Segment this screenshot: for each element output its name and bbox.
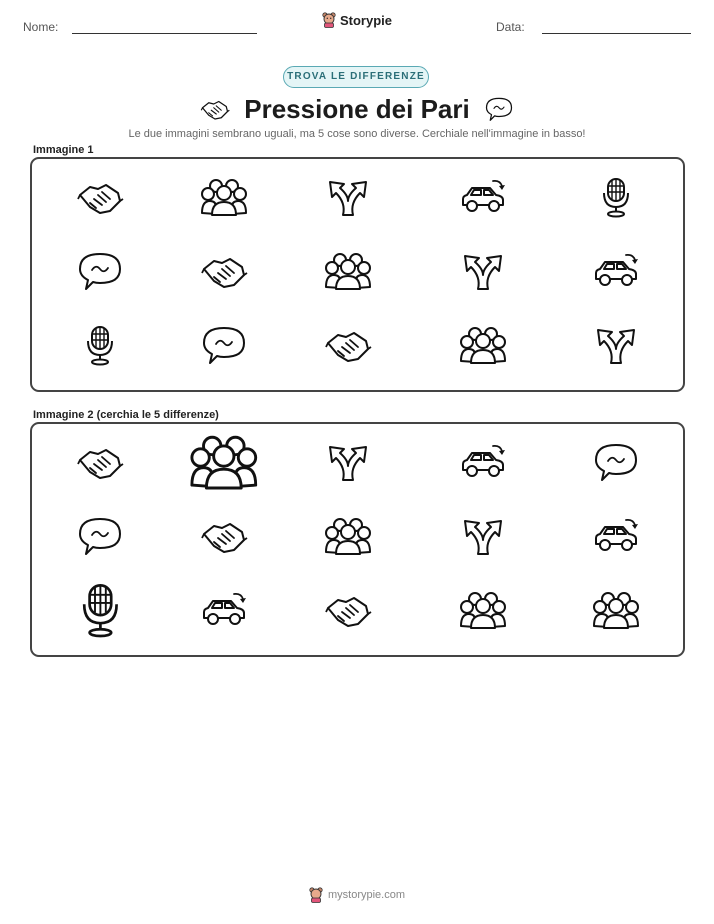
group-icon — [592, 588, 640, 632]
panel2-label: Immagine 2 (cerchia le 5 differenze) — [33, 409, 219, 421]
speech-bubble-icon — [484, 96, 514, 122]
car-icon — [459, 440, 507, 484]
page-title: Pressione dei Pari — [244, 93, 470, 124]
brand-logo — [0, 12, 714, 33]
picture-2-panel[interactable] — [30, 422, 685, 657]
handshake-icon — [324, 323, 372, 367]
name-label: Nome: — [23, 20, 59, 34]
instructions: Le due immagini sembrano uguali, ma 5 cose sono diverse. Cerchiale nell'immagine in basso! — [128, 128, 586, 140]
date-line[interactable] — [542, 33, 691, 34]
speech-bubble-icon — [76, 514, 124, 558]
speech-bubble-icon — [76, 249, 124, 293]
group-icon — [324, 514, 372, 558]
group-icon — [189, 430, 259, 494]
fork-arrows-icon — [324, 440, 372, 484]
activity-badge: TROVA LE DIFFERENZE — [283, 66, 429, 88]
fork-arrows-icon — [324, 175, 372, 219]
picture-1-panel — [30, 157, 685, 392]
brand-name: Storypie — [339, 12, 392, 28]
date-label: Data: — [496, 20, 525, 34]
fork-arrows-icon — [459, 514, 507, 558]
panel1-label: Immagine 1 — [33, 144, 94, 156]
microphone-icon — [76, 323, 124, 367]
car-icon — [592, 514, 640, 558]
car-icon — [592, 249, 640, 293]
speech-bubble-icon — [200, 323, 248, 367]
group-icon — [200, 175, 248, 219]
microphone-icon — [68, 580, 133, 639]
microphone-icon — [592, 175, 640, 219]
car-icon — [200, 588, 248, 632]
handshake-icon — [200, 249, 248, 293]
fork-arrows-icon — [459, 249, 507, 293]
group-icon — [324, 249, 372, 293]
car-icon — [459, 175, 507, 219]
group-icon — [459, 588, 507, 632]
footer-url: mystorypie.com — [327, 889, 406, 901]
handshake-icon — [200, 514, 248, 558]
bear-icon — [322, 12, 336, 28]
fork-arrows-icon — [592, 323, 640, 367]
name-line[interactable] — [72, 33, 257, 34]
bear-icon — [309, 887, 323, 903]
handshake-icon — [200, 96, 230, 122]
footer — [0, 887, 714, 906]
title-row — [0, 92, 714, 126]
handshake-icon — [76, 440, 124, 484]
handshake-icon — [324, 588, 372, 632]
handshake-icon — [76, 175, 124, 219]
speech-bubble-icon — [592, 440, 640, 484]
group-icon — [459, 323, 507, 367]
